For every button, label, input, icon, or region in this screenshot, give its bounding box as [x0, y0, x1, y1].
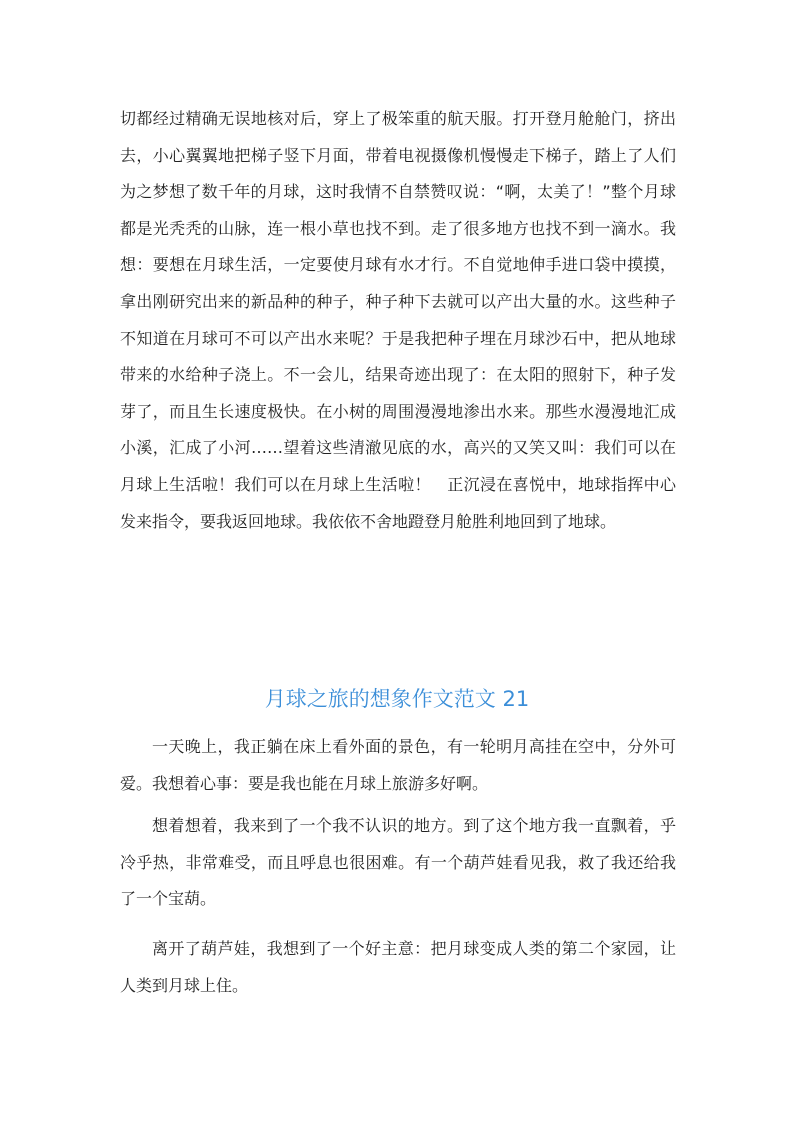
- section-heading: 月球之旅的想象作文范文 21: [264, 687, 530, 711]
- body-paragraph-continued: 切都经过精确无误地核对后，穿上了极笨重的航天服。打开登月舱舱门，挤出去，小心翼翼地把梯子竖下月面，带着电视摄像机慢慢走下梯子，踏上了人们为之梦想了数千年的月球，这时我情不自禁赞叹说：“啊，太美了！”整个月球都是光秃秃的山脉，连一根小草也找不到。走了很多地方也找不到一滴水。我想：要想在月球生活，一定要使月球有水才行。不自觉地伸手进口袋中摸摸，拿出刚研究出来的新品种的种子，种子种下去就可以产出大量的水。这些种子不知道在月球可不可以产出水来呢？于是我把种子埋在月球沙石中，把从地球带来的水给种子浇上。不一会儿，结果奇迹出现了：在太阳的照射下，种子发芽了，而且生长速度极快。在小树的周围漫漫地渗出水来。那些水漫漫地汇成小溪，汇成了小河……望着这些清澈见底的水，高兴的又笑又叫：我们可以在月球上生活啦！我们可以在月球上生活啦！ 正沉浸在喜悦中，地球指挥中心发来指令，要我返回地球。我依依不舍地蹬登月舱胜利地回到了地球。: [120, 109, 676, 531]
- body-paragraph: 一天晚上，我正躺在床上看外面的景色，有一轮明月高挂在空中，分外可爱。我想着心事：要是我也能在月球上旅游多好啊。: [120, 737, 676, 793]
- body-paragraph: 想着想着，我来到了一个我不认识的地方。到了这个地方我一直飘着，乎冷乎热，非常难受，而且呼息也很困难。有一个葫芦娃看见我，救了我还给我了一个宝葫。: [120, 816, 676, 909]
- body-paragraph: 离开了葫芦娃，我想到了一个好主意：把月球变成人类的第二个家园，让人类到月球上住。: [120, 939, 676, 995]
